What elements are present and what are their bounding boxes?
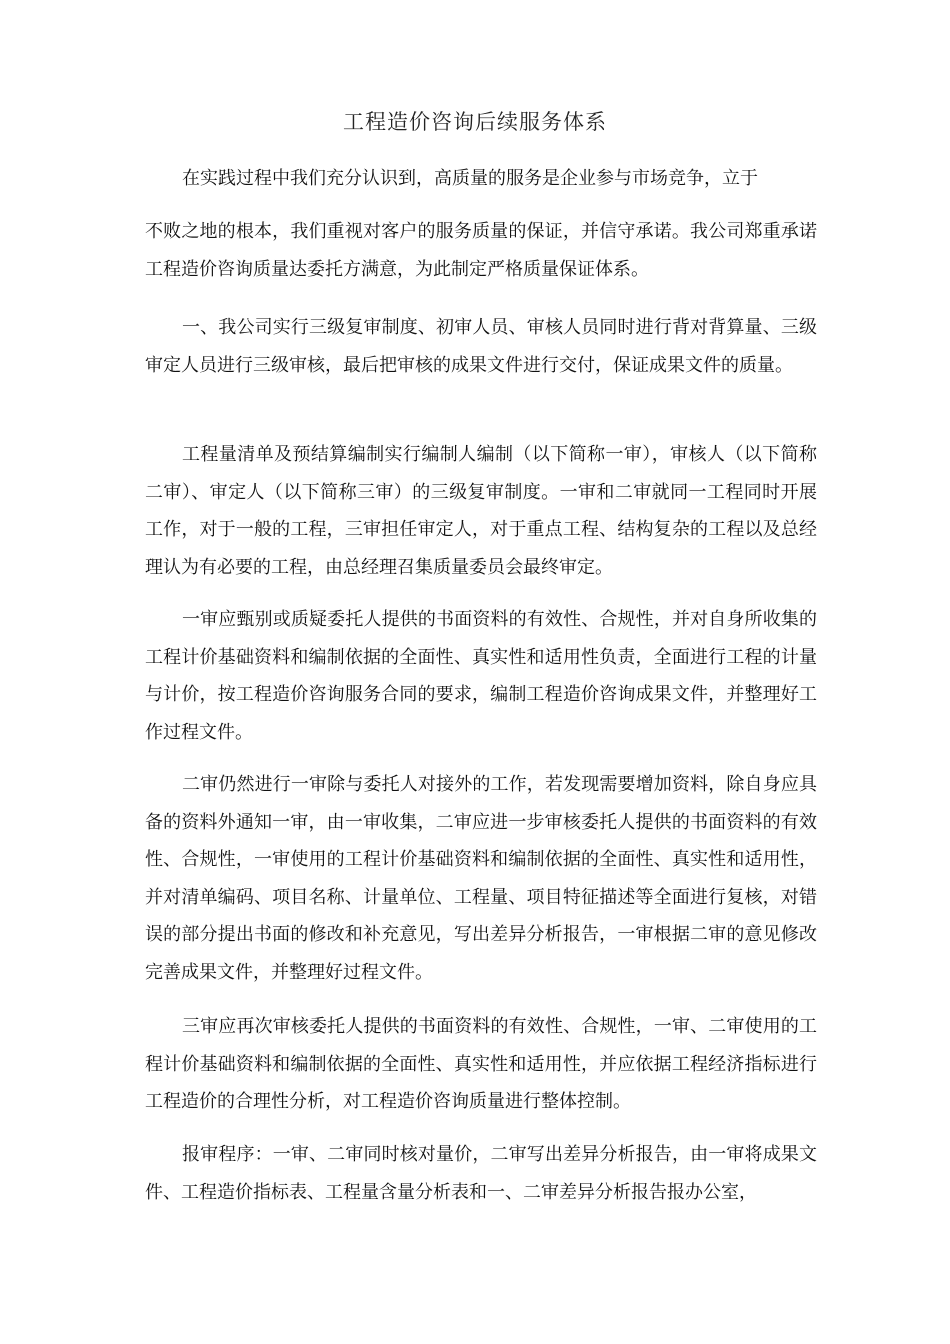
paragraph-third-review: 三审应再次审核委托人提供的书面资料的有效性、合规性，一审、二审使用的工程计价基础资料和编制依据的全面性、真实性和适用性，并应依据工程经济指标进行工程造价的合理性分析，对工程造价咨询质量进行整体控制。 (145, 1016, 817, 1112)
paragraph-second-review: 二审仍然进行一审除与委托人对接外的工作，若发现需要增加资料，除自身应具备的资料外通知一审，由一审收集，二审应进一步审核委托人提供的书面资料的有效性、合规性，一审使用的工程计价基础资料和编制依据的全面性、真实性和适用性，并对清单编码、项目名称、计量单位、工程量、项目特征描述等全面进行复核，对错误的部分提出书面的修改和补充意见，写出差异分析报告，一审根据二审的意见修改完善成果文件，并整理好过程文件。 (145, 774, 817, 983)
paragraph-submission-procedure: 报审程序：一审、二审同时核对量价，二审写出差异分析报告，由一审将成果文件、工程造价指标表、工程量含量分析表和一、二审差异分析报告报办公室， (145, 1144, 817, 1203)
paragraph-first-review: 一审应甄别或质疑委托人提供的书面资料的有效性、合规性，并对自身所收集的工程计价基础资料和编制依据的全面性、真实性和适用性负责，全面进行工程的计量与计价，按工程造价咨询服务合同的要求，编制工程造价咨询成果文件，并整理好工作过程文件。 (145, 609, 817, 743)
paragraph-intro-continued: 不败之地的根本，我们重视对客户的服务质量的保证，并信守承诺。我公司郑重承诺工程造价咨询质量达委托方满意，为此制定严格质量保证体系。 (145, 221, 817, 280)
paragraph-intro-first-line: 在实践过程中我们充分认识到，高质量的服务是企业参与市场竞争，立于 (182, 168, 758, 189)
document-title: 工程造价咨询后续服务体系 (343, 110, 607, 134)
paragraph-three-level-review: 一、我公司实行三级复审制度、初审人员、审核人员同时进行背对背算量、三级审定人员进行三级审核，最后把审核的成果文件进行交付，保证成果文件的质量。 (145, 317, 817, 376)
paragraph-review-system: 工程量清单及预结算编制实行编制人编制（以下简称一审），审核人（以下简称二审）、审定人（以下简称三审）的三级复审制度。一审和二审就同一工程同时开展工作，对于一般的工程，三审担任审定人，对于重点工程、结构复杂的工程以及总经理认为有必要的工程，由总经理召集质量委员会最终审定。 (145, 444, 817, 578)
